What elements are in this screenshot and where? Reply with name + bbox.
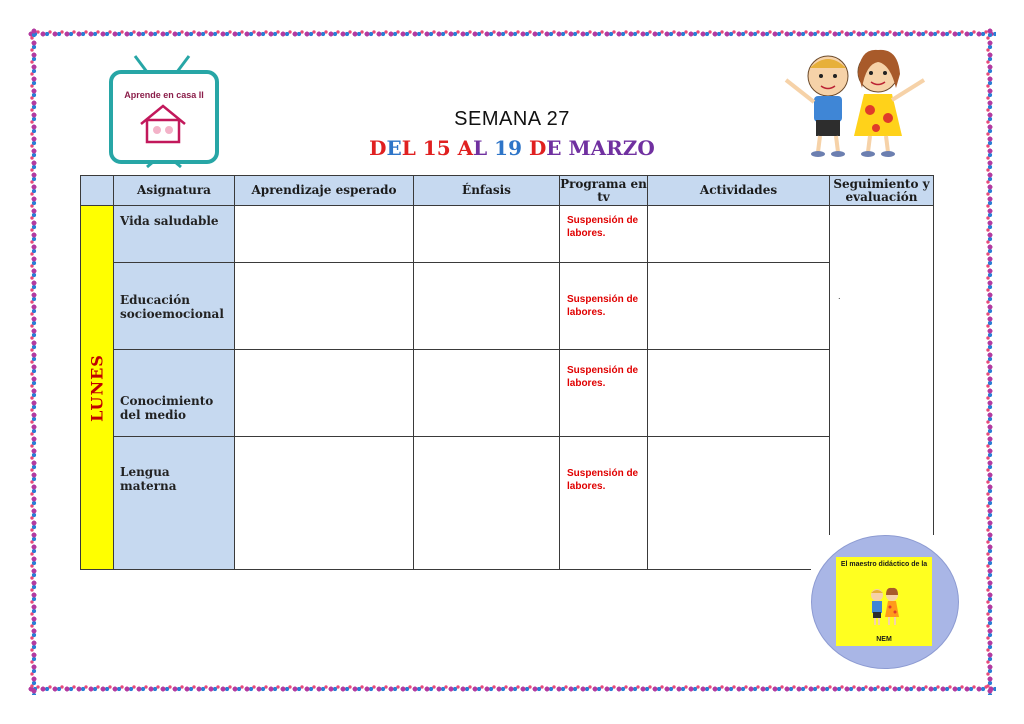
badge-bottom-text: NEM xyxy=(876,636,892,643)
tv-program-label: Suspensión de labores. xyxy=(567,365,639,389)
day-cell xyxy=(81,206,114,570)
subject-cell xyxy=(114,350,235,437)
tv-program-label: Suspensión de labores. xyxy=(567,468,639,492)
logo-text: Aprende en casa II xyxy=(124,90,204,100)
activities-cell xyxy=(648,437,830,570)
date-part: D xyxy=(369,136,387,160)
learning-cell xyxy=(235,263,414,350)
header-subject: Asignatura xyxy=(114,176,235,206)
activities-cell xyxy=(648,263,830,350)
tv-program-cell xyxy=(560,263,648,350)
tv-program-cell xyxy=(560,350,648,437)
weekly-plan-table xyxy=(80,175,934,570)
header-emphasis: Énfasis xyxy=(414,176,560,206)
table-row xyxy=(81,206,934,263)
activities-cell xyxy=(648,350,830,437)
date-part: E xyxy=(546,136,569,160)
date-range xyxy=(0,136,1024,160)
table-row xyxy=(81,350,934,437)
header-tv-program: Programa en tv xyxy=(560,176,647,204)
nem-badge xyxy=(811,535,959,668)
activities-cell xyxy=(648,206,830,263)
badge-panel xyxy=(836,557,932,646)
date-part: 19 xyxy=(494,136,529,160)
subject-cell xyxy=(114,437,235,570)
eval-mark: . xyxy=(838,292,841,301)
date-part: L xyxy=(473,136,495,160)
badge-kids-icon xyxy=(866,585,904,627)
tv-program-cell: Suspensión de labores. xyxy=(560,206,648,263)
date-part: D xyxy=(528,136,547,160)
subject-label: Educación socioemocional xyxy=(120,293,224,321)
decorative-border-bottom xyxy=(28,683,996,695)
decorative-border-top xyxy=(28,28,996,40)
subject-cell xyxy=(114,263,235,350)
date-part: MARZO xyxy=(568,136,655,160)
evaluation-cell xyxy=(830,206,934,570)
table-row xyxy=(81,437,934,570)
date-part: A xyxy=(457,136,474,160)
subject-label: Conocimiento del medio xyxy=(120,394,214,422)
header-learning: Aprendizaje esperado xyxy=(235,176,414,206)
learning-cell xyxy=(235,437,414,570)
emphasis-cell xyxy=(414,437,560,570)
subject-cell: Vida saludable xyxy=(114,206,235,263)
learning-cell xyxy=(235,350,414,437)
tv-program-cell xyxy=(560,437,648,570)
table-row xyxy=(81,263,934,350)
date-part: E xyxy=(386,136,402,160)
header-activities: Actividades xyxy=(648,176,830,206)
table-header-row xyxy=(81,176,934,206)
header-evaluation: Seguimiento y evaluación xyxy=(830,176,934,206)
header-day-column xyxy=(81,176,114,206)
badge-top-text: El maestro didáctico de la xyxy=(840,561,928,568)
tv-program-label: Suspensión de labores. xyxy=(567,294,639,318)
week-title: SEMANA 27 xyxy=(454,108,570,130)
emphasis-cell xyxy=(414,350,560,437)
learning-cell xyxy=(235,206,414,263)
date-part: L xyxy=(401,136,423,160)
emphasis-cell xyxy=(414,263,560,350)
date-part: 15 xyxy=(422,136,458,160)
subject-label: Lengua materna xyxy=(120,465,177,493)
emphasis-cell xyxy=(414,206,560,263)
day-label: LUNES xyxy=(87,353,107,422)
